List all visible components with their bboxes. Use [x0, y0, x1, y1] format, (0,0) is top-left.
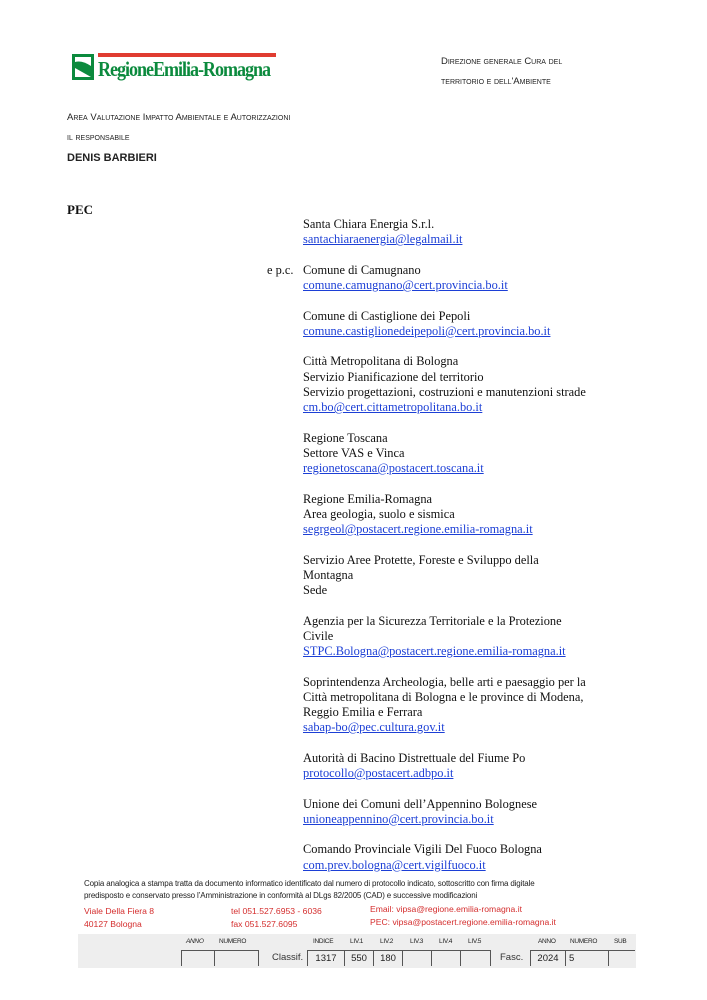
- recipient-line: Servizio Aree Protette, Foreste e Sviluppo della: [303, 552, 539, 567]
- indice-cell: 1317: [307, 950, 345, 966]
- recipient-item: [303, 309, 623, 339]
- recipient-line: Area geologia, suolo e sismica: [303, 506, 455, 521]
- address-street: Viale Della Fiera 8: [84, 906, 155, 916]
- recipient-line: Regione Emilia-Romagna: [303, 491, 433, 506]
- recipient-line: Autorità di Bacino Distrettuale del Fiume Po: [303, 750, 526, 765]
- recipient-line: Agenzia per la Sicurezza Territoriale e la Protezione: [303, 613, 562, 628]
- recipient-item: [303, 492, 623, 538]
- recipient-email-link[interactable]: santachiaraenergia@legalmail.it: [303, 232, 463, 247]
- recipient-line: Unione dei Comuni dell’Appennino Bolognese: [303, 796, 538, 811]
- responsabile-name: DENIS BARBIERI: [67, 152, 157, 164]
- recipient-item: [303, 751, 623, 781]
- recipient-email-link[interactable]: comune.camugnano@cert.provincia.bo.it: [303, 278, 508, 292]
- recipient-item: [303, 263, 623, 293]
- recipient-email-link[interactable]: sabap-bo@pec.cultura.gov.it: [303, 720, 445, 735]
- footer-phone: [231, 905, 322, 931]
- recipient-email-link[interactable]: STPC.Bologna@postacert.regione.emilia-romagna.it: [303, 644, 566, 658]
- recipient-line: Regione Toscana: [303, 430, 388, 445]
- recipient-email-link[interactable]: segrgeol@postacert.regione.emilia-romagna.it: [303, 522, 533, 536]
- epc-label: e p.c.: [267, 263, 294, 277]
- header-indice: INDICE: [313, 938, 334, 945]
- recipient-line: Comune di Camugnano: [303, 262, 421, 277]
- header-liv1: LIV.1: [350, 938, 364, 945]
- pec-label: PEC: [67, 202, 93, 217]
- recipient-email-link[interactable]: protocollo@postacert.adbpo.it: [303, 766, 454, 780]
- header-liv5: LIV.5: [468, 938, 482, 945]
- recipient-line: Reggio Emilia e Ferrara: [303, 705, 423, 719]
- recipient-line: Comune di Castiglione dei Pepoli: [303, 308, 471, 323]
- fasc-label: Fasc.: [500, 952, 524, 963]
- phone-number: tel 051.527.6953 - 6036: [231, 906, 322, 916]
- recipient-line: Comando Provinciale Vigili Del Fuoco Bologna: [303, 842, 542, 857]
- header-fasc-anno: ANNO: [538, 938, 556, 945]
- recipient-item: [303, 553, 623, 599]
- liv5-cell: [460, 950, 491, 966]
- fax-number: fax 051.527.6095: [231, 919, 298, 929]
- header-anno: ANNO: [186, 938, 204, 945]
- liv4-cell: [431, 950, 461, 966]
- recipient-line: Servizio progettazioni, costruzioni e manutenzioni strade: [303, 384, 586, 399]
- header-numero: NUMERO: [219, 938, 247, 945]
- logo-text: RegioneEmilia-Romagna: [98, 57, 270, 81]
- address-city: 40127 Bologna: [84, 919, 142, 929]
- recipient-item: [303, 431, 623, 477]
- recipient-line: Santa Chiara Energia S.r.l.: [303, 217, 435, 231]
- footer-address: [84, 905, 154, 931]
- recipient-item: [303, 675, 623, 736]
- direzione-line-1: Direzione generale Cura del: [441, 56, 563, 67]
- recipient-item: [303, 797, 623, 827]
- recipient-line: Servizio Pianificazione del territorio: [303, 369, 484, 384]
- sender-block: [67, 108, 290, 168]
- pec-address[interactable]: PEC: vipsa@postacert.regione.emilia-romagna.it: [370, 917, 556, 927]
- direzione-line-2: territorio e dell'Ambiente: [441, 76, 551, 87]
- direzione-header: [441, 52, 562, 92]
- regione-emblem-icon: [72, 54, 94, 80]
- numero-cell: [214, 950, 259, 966]
- liv2-cell: 180: [373, 950, 403, 966]
- recipient-line: Civile: [303, 628, 334, 643]
- anno-cell: [181, 950, 215, 966]
- header-liv4: LIV.4: [439, 938, 453, 945]
- area-name: Area Valutazione Impatto Ambientale e Autorizzazioni: [67, 112, 291, 123]
- recipient-line: Soprintendenza Archeologia, belle arti e paesaggio per la: [303, 674, 586, 689]
- recipient-list: [303, 217, 623, 888]
- header-liv2: LIV.2: [380, 938, 394, 945]
- copy-notice-line-2: predisposto e conservato presso l’Amministrazione in conformità al DLgs 82/2005 (CAD) e successive modificazioni: [84, 891, 478, 900]
- copy-notice: [84, 878, 535, 902]
- recipient-line: Città Metropolitana di Bologna: [303, 354, 459, 369]
- liv3-cell: [402, 950, 432, 966]
- recipient-line: Sede: [303, 583, 328, 597]
- recipient-email-link[interactable]: regionetoscana@postacert.toscana.it: [303, 461, 484, 475]
- email-address[interactable]: Email: vipsa@regione.emilia-romagna.it: [370, 904, 523, 914]
- recipient-email-link[interactable]: cm.bo@cert.cittametropolitana.bo.it: [303, 400, 483, 414]
- recipient-email-link[interactable]: comune.castiglionedeipepoli@cert.provincia.bo.it: [303, 323, 551, 338]
- recipient-email-link[interactable]: unioneappennino@cert.provincia.bo.it: [303, 811, 494, 826]
- header-fasc-numero: NUMERO: [570, 938, 598, 945]
- classif-label: Classif.: [272, 952, 304, 963]
- regione-logo: [72, 52, 278, 84]
- recipient-email-link[interactable]: com.prev.bologna@cert.vigilfuoco.it: [303, 857, 486, 872]
- recipient-item: [303, 354, 623, 415]
- footer-email: [370, 903, 556, 929]
- recipient-line: Settore VAS e Vinca: [303, 445, 405, 460]
- header-liv3: LIV.3: [410, 938, 424, 945]
- recipient-line: Montagna: [303, 567, 354, 582]
- header-sub: SUB: [614, 938, 627, 945]
- recipient-item: [303, 614, 623, 660]
- recipient-line: Città metropolitana di Bologna e le province di Modena,: [303, 689, 584, 704]
- fasc-numero-cell: 5: [565, 950, 609, 966]
- recipient-item: [303, 842, 623, 872]
- recipient-item: [303, 217, 623, 247]
- role-label: il responsabile: [67, 132, 130, 143]
- liv1-cell: 550: [344, 950, 374, 966]
- sub-cell: [608, 950, 635, 966]
- fasc-anno-cell: 2024: [530, 950, 566, 966]
- copy-notice-line-1: Copia analogica a stampa tratta da documento informatico identificato dal numero di protocollo indicato, sottoscritto con firma digitale: [84, 879, 535, 888]
